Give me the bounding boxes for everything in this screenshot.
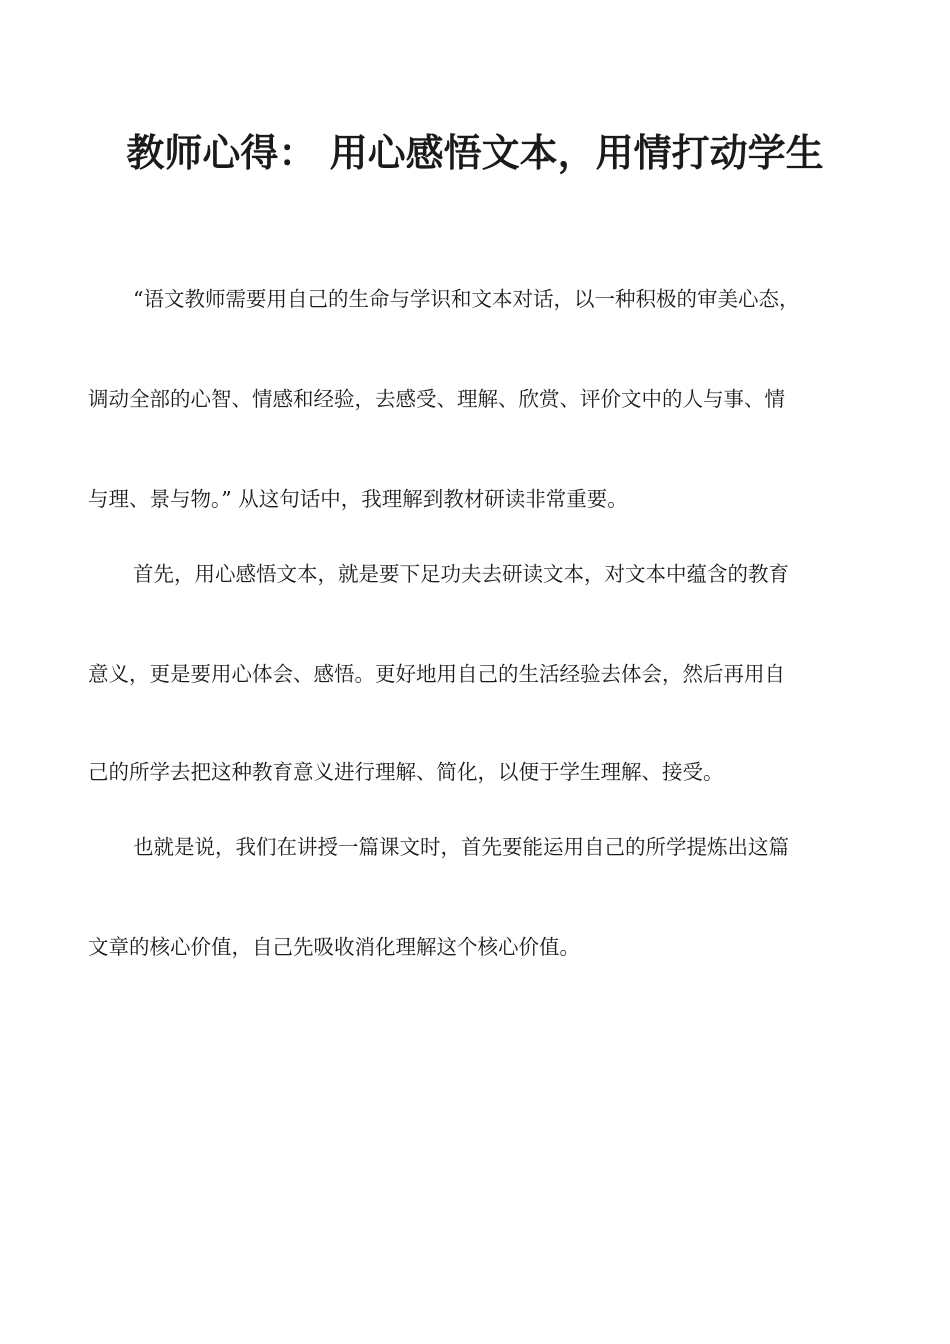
paragraph-line: 己的所学去把这种教育意义进行理解、简化，以便于学生理解、接受。 <box>88 760 724 784</box>
paragraph-line: “语文教师需要用自己的生命与学识和文本对话，以一种积极的审美心态， <box>133 287 800 311</box>
paragraph-line: 意义，更是要用心体会、感悟。更好地用自己的生活经验去体会，然后再用自 <box>88 662 785 686</box>
paragraph-line: 调动全部的心智、情感和经验，去感受、理解、欣赏、评价文中的人与事、情 <box>88 387 785 411</box>
paragraph-line: 文章的核心价值，自己先吸收消化理解这个核心价值。 <box>88 935 580 959</box>
paragraph-line: 首先，用心感悟文本，就是要下足功夫去研读文本，对文本中蕴含的教育 <box>133 562 789 586</box>
document-title: 教师心得： 用心感悟文本，用情打动学生 <box>126 131 824 175</box>
paragraph-line: 与理、景与物。” 从这句话中，我理解到教材研读非常重要。 <box>88 487 628 511</box>
paragraph-line: 也就是说，我们在讲授一篇课文时，首先要能运用自己的所学提炼出这篇 <box>133 835 789 859</box>
